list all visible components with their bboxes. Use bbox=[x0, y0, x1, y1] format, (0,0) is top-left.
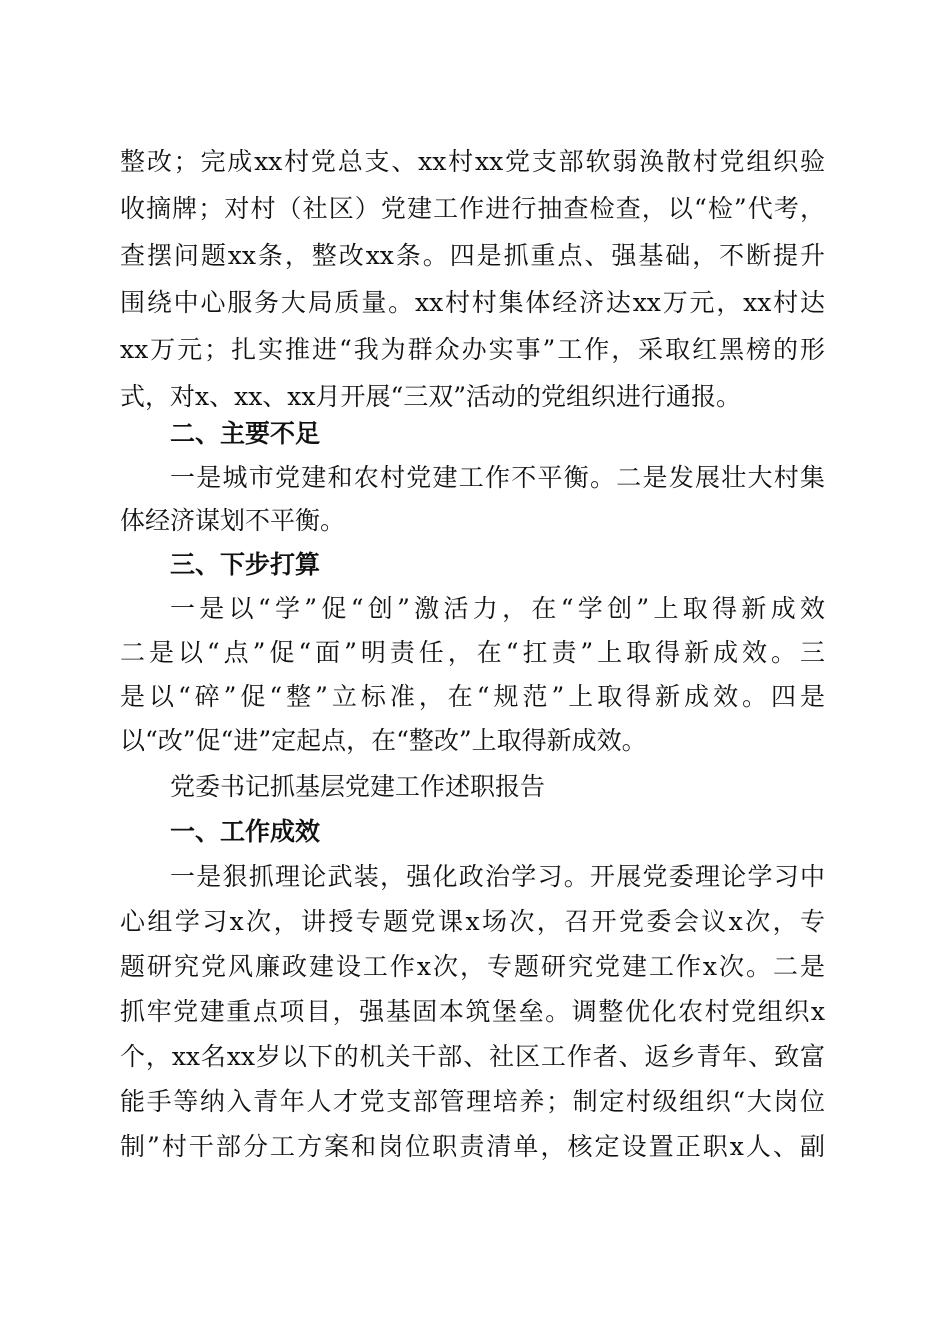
paragraph-line: 一是以“学”促“创”激活力，在“学创”上取得新成效 bbox=[170, 594, 825, 623]
section-heading: 二、主要不足 bbox=[170, 419, 321, 448]
paragraph-line: 体经济谋划不平衡。 bbox=[120, 506, 346, 535]
paragraph-line: 式，对x、xx、xx月开展“三双”活动的党组织进行通报。 bbox=[120, 382, 742, 411]
paragraph-line: 以“改”促“进”定起点，在“整改”上取得新成效。 bbox=[120, 726, 647, 755]
paragraph-line: 是以“碎”促“整”立标准，在“规范”上取得新成效。四是 bbox=[120, 682, 825, 711]
paragraph-line: 心组学习x次，讲授专题党课x场次，召开党委会议x次，专 bbox=[120, 907, 825, 936]
paragraph-line: 收摘牌；对村（社区）党建工作进行抽查检查，以“检”代考， bbox=[120, 194, 825, 223]
paragraph-line: 二是以“点”促“面”明责任，在“扛责”上取得新成效。三 bbox=[120, 638, 825, 667]
paragraph-line: 整改；完成xx村党总支、xx村xx党支部软弱涣散村党组织验 bbox=[120, 147, 825, 176]
section-heading: 三、下步打算 bbox=[170, 550, 321, 579]
paragraph-line: 题研究党风廉政建设工作x次，专题研究党建工作x次。二是 bbox=[120, 952, 825, 981]
paragraph-line: xx万元；扎实推进“我为群众办实事”工作，采取红黑榜的形 bbox=[120, 335, 825, 364]
paragraph-line: 制”村干部分工方案和岗位职责清单，核定设置正职x人、副 bbox=[120, 1132, 825, 1161]
paragraph-line: 能手等纳入青年人才党支部管理培养；制定村级组织“大岗位 bbox=[120, 1087, 825, 1116]
paragraph-line: 围绕中心服务大局质量。xx村村集体经济达xx万元，xx村达 bbox=[120, 288, 825, 317]
paragraph-line: 查摆问题xx条，整改xx条。四是抓重点、强基础，不断提升 bbox=[120, 241, 825, 270]
paragraph-line: 一是狠抓理论武装，强化政治学习。开展党委理论学习中 bbox=[170, 862, 825, 891]
section-heading: 一、工作成效 bbox=[170, 817, 321, 846]
paragraph-line: 个，xx名xx岁以下的机关干部、社区工作者、返乡青年、致富 bbox=[120, 1042, 825, 1071]
report-title: 党委书记抓基层党建工作述职报告 bbox=[170, 772, 546, 801]
paragraph-line: 抓牢党建重点项目，强基固本筑堡垒。调整优化农村党组织x bbox=[120, 997, 825, 1026]
paragraph-line: 一是城市党建和农村党建工作不平衡。二是发展壮大村集 bbox=[170, 463, 825, 492]
